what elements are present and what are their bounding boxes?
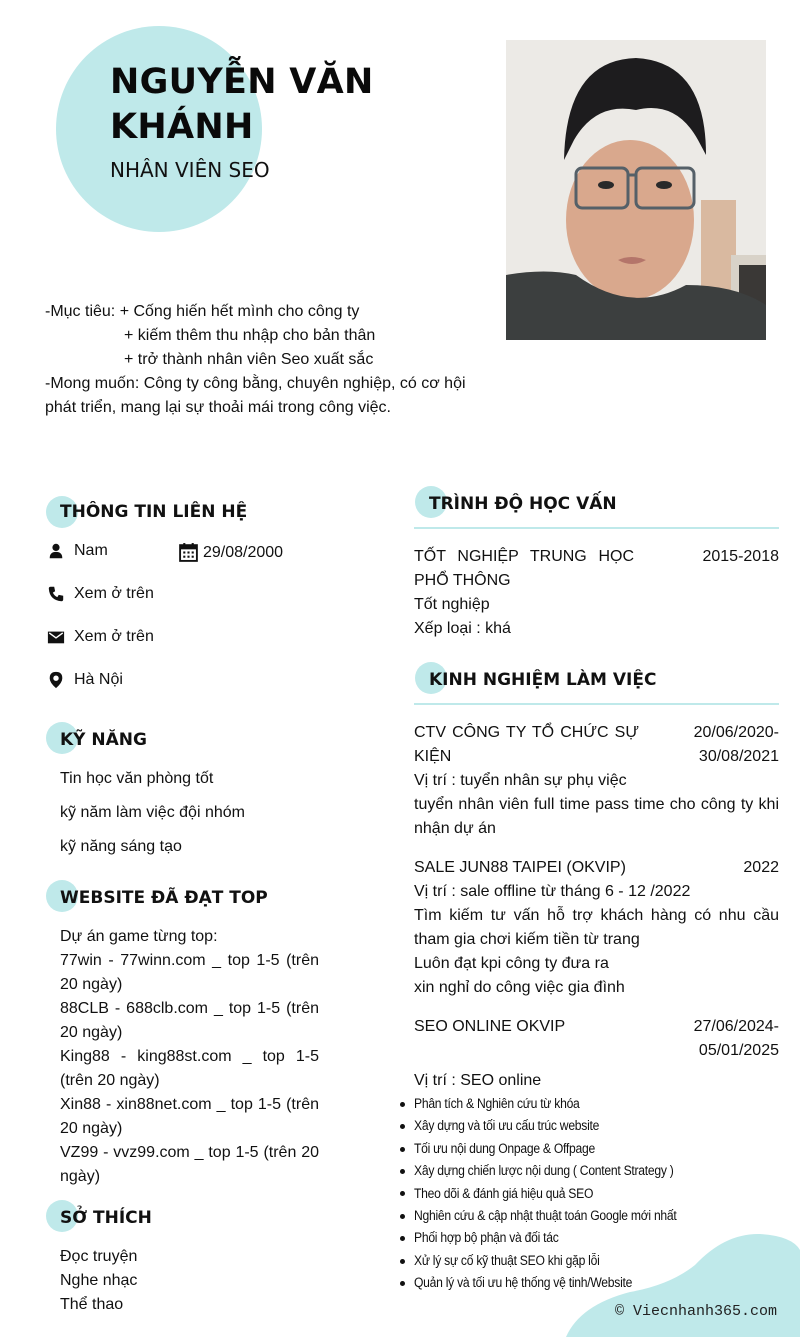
decorative-blob (560, 1230, 800, 1337)
job-position: Vị trí : sale offline từ tháng 6 - 12 /2022 (414, 883, 691, 900)
hobbies-list (60, 1245, 137, 1317)
bullet-icon (400, 1281, 405, 1286)
school-name: TỐT NGHIỆP TRUNG HỌC PHỔ THÔNG (414, 548, 634, 589)
section-title-skills: KỸ NĂNG (60, 730, 147, 750)
hobby-item: Thể thao (60, 1296, 124, 1313)
phone-value: Xem ở trên (74, 585, 154, 602)
task-item: Xử lý sự cố kỹ thuật SEO khi gặp lỗi (400, 1250, 706, 1272)
hobby-item: Nghe nhạc (60, 1272, 138, 1289)
task-item: Nghiên cứu & cập nhật thuật toán Google mới nhất (400, 1205, 706, 1227)
skill-item: kỹ năng sáng tạo (60, 838, 182, 855)
section-title-experience: KINH NGHIỆM LÀM VIỆC (429, 670, 657, 690)
name-line-2: KHÁNH (110, 107, 254, 147)
company-name: SALE JUN88 TAIPEI (OKVIP) (414, 859, 626, 876)
contact-gender (47, 542, 108, 560)
bullet-icon (400, 1169, 405, 1174)
job-period: 27/06/2024- 05/01/2025 (693, 1018, 779, 1059)
task-item: Xây dựng chiến lược nội dung ( Content Strategy ) (400, 1160, 706, 1182)
section-divider (414, 527, 779, 529)
websites-list (60, 925, 319, 1189)
bullet-icon (400, 1191, 405, 1196)
job-description: tuyển nhân viên full time pass time cho công ty khi nhận dự án (414, 796, 779, 837)
objective-line: -Mục tiêu: + Cống hiến hết mình cho công ty (45, 303, 360, 320)
experience-entry (414, 721, 779, 841)
education-entry (414, 545, 779, 641)
name-line-1: NGUYỄN VĂN (110, 62, 374, 102)
candidate-name (110, 60, 410, 150)
company-name: CTV CÔNG TY TỔ CHỨC SỰ KIỆN (414, 724, 639, 765)
contact-phone (47, 585, 154, 603)
profile-photo (506, 40, 766, 340)
website-item: Xin88 - xin88net.com _ top 1-5 (trên 20 ngày) (60, 1096, 319, 1137)
task-item: Quản lý và tối ưu hệ thống vệ tinh/Website (400, 1272, 706, 1294)
gender-value: Nam (74, 542, 108, 559)
section-divider (414, 703, 779, 705)
websites-intro: Dự án game từng top: (60, 928, 218, 945)
task-item: Theo dõi & đánh giá hiệu quả SEO (400, 1183, 706, 1205)
contact-email (47, 628, 154, 646)
email-value: Xem ở trên (74, 628, 154, 645)
hobby-item: Đọc truyện (60, 1248, 138, 1265)
objective-line: + trở thành nhân viên Seo xuất sắc (124, 351, 374, 368)
task-item: Xây dựng và tối ưu cấu trúc website (400, 1115, 706, 1137)
job-title: NHÂN VIÊN SEO (110, 158, 270, 182)
experience-entry (414, 1015, 779, 1093)
website-item: 88CLB - 688clb.com _ top 1-5 (trên 20 ngày) (60, 1000, 319, 1041)
bullet-icon (400, 1259, 405, 1264)
task-item: Phân tích & Nghiên cứu từ khóa (400, 1093, 706, 1115)
copyright-text: © Viecnhanh365.com (615, 1303, 778, 1320)
phone-icon (47, 585, 65, 603)
bullet-icon (400, 1124, 405, 1129)
job-period: 2022 (743, 859, 779, 876)
education-period: 2015-2018 (702, 548, 779, 565)
job-description: Tìm kiếm tư vấn hỗ trợ khách hàng có nhu cầu tham gia chơi kiếm tiền từ trang (414, 907, 779, 948)
website-item: 77win - 77winn.com _ top 1-5 (trên 20 ngày) (60, 952, 319, 993)
bullet-icon (400, 1147, 405, 1152)
education-status: Tốt nghiệp (414, 596, 490, 613)
job-position: Vị trí : SEO online (414, 1072, 542, 1089)
job-period: 20/06/2020- 30/08/2021 (693, 724, 779, 765)
bullet-icon (400, 1236, 405, 1241)
skills-list (60, 767, 245, 869)
task-item: Phối hợp bộ phận và đối tác (400, 1227, 706, 1249)
portrait-image (506, 40, 766, 340)
website-item: King88 - king88st.com _ top 1-5 (trên 20 ngày) (60, 1048, 319, 1089)
person-icon (47, 542, 65, 560)
job-position: Vị trí : tuyển nhân sự phụ việc (414, 772, 627, 789)
location-pin-icon (47, 671, 65, 689)
bullet-icon (400, 1102, 405, 1107)
task-item: Tối ưu nội dung Onpage & Offpage (400, 1138, 706, 1160)
contact-address (47, 671, 123, 689)
email-icon (47, 628, 65, 646)
career-objective (45, 300, 475, 420)
calendar-icon (178, 542, 199, 563)
contact-birthday (178, 542, 283, 563)
address-value: Hà Nội (74, 671, 123, 688)
section-title-contact: THÔNG TIN LIÊN HỆ (60, 502, 248, 522)
section-title-websites: WEBSITE ĐÃ ĐẠT TOP (60, 888, 268, 908)
section-title-hobbies: SỞ THÍCH (60, 1208, 152, 1228)
experience-entry (414, 856, 779, 1000)
objective-line: -Mong muốn: Công ty công bằng, chuyên nghiệp, có cơ hội phát triển, mang lại sự thoải mái trong công việc. (45, 375, 466, 416)
job-description: Luôn đạt kpi công ty đưa ra (414, 955, 609, 972)
skill-item: kỹ năm làm việc đội nhóm (60, 804, 245, 821)
website-item: VZ99 - vvz99.com _ top 1-5 (trên 20 ngày) (60, 1144, 319, 1185)
objective-line: + kiếm thêm thu nhập cho bản thân (124, 327, 376, 344)
bullet-icon (400, 1214, 405, 1219)
company-name: SEO ONLINE OKVIP (414, 1018, 566, 1035)
birthday-value: 29/08/2000 (203, 543, 284, 561)
skill-item: Tin học văn phòng tốt (60, 770, 214, 787)
section-title-education: TRÌNH ĐỘ HỌC VẤN (429, 494, 617, 514)
job-description: xin nghỉ do công việc gia đình (414, 979, 625, 996)
education-grade: Xếp loại : khá (414, 620, 511, 637)
